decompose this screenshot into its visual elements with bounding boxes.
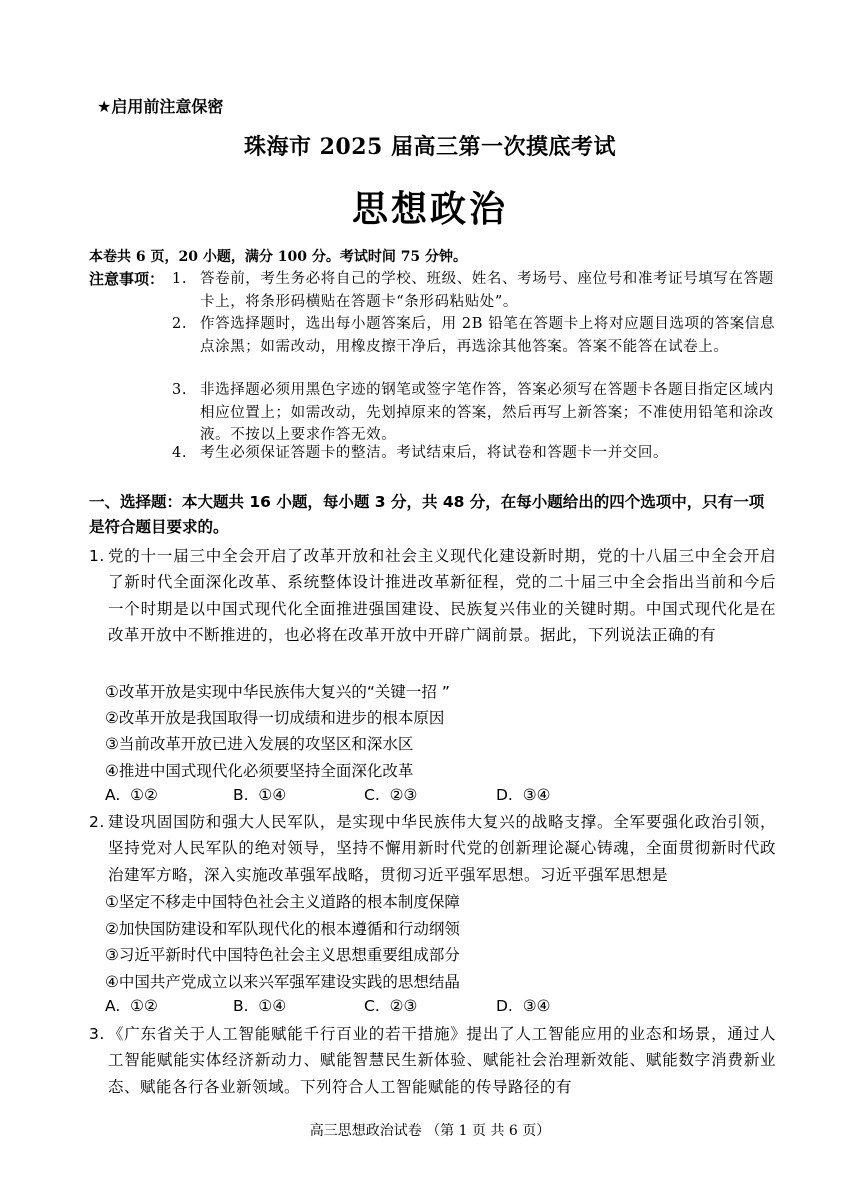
question-number: 3. <box>89 1025 105 1043</box>
choice-a <box>105 786 158 804</box>
statement-option: ②加快国防建设和军队现代化的根本遵循和行动纲领 <box>105 920 460 938</box>
statement-option: ②改革开放是我国取得一切成绩和进步的根本原因 <box>105 709 445 727</box>
choice-b <box>233 786 286 804</box>
note-text: 考生必须保证答题卡的整洁。考试结束后，将试卷和答题卡一并交回。 <box>200 445 669 461</box>
choice-letter: C. <box>364 786 380 804</box>
exam-title: 珠海市 2025 届高三第一次摸底考试 <box>243 134 617 160</box>
note-text: 答卷前，考生务必将自己的学校、班级、姓名、考场号、座位号和准考证号填写在答题卡上，将条形码横贴在答题卡“条形码粘贴处”。 <box>200 271 774 310</box>
choice-value: ①④ <box>258 786 287 804</box>
statement-option: ④中国共产党成立以来兴军强军建设实践的思想结晶 <box>105 973 460 991</box>
choice-value: ①② <box>130 997 158 1015</box>
question-number: 2. <box>89 813 105 831</box>
question-number: 1. <box>89 547 105 565</box>
choice-value: ②③ <box>389 786 418 804</box>
statement-option: ③习近平新时代中国特色社会主义思想重要组成部分 <box>105 946 460 964</box>
note-text: 非选择题必须用黑色字迹的钢笔或签字笔作答，答案必须写在答题卡各题目指定区域内相应位置上；如需改动，先划掉原来的答案，然后再写上新答案；不准使用铅笔和涂改液。不按以上要求作答无效。 <box>200 382 774 443</box>
choice-letter: B. <box>233 786 249 804</box>
choice-letter: D. <box>496 786 513 804</box>
choice-b <box>233 997 286 1015</box>
exam-info-line: 本卷共 6 页，20 小题，满分 100 分。考试时间 75 分钟。 <box>89 249 468 265</box>
question-2 <box>89 809 779 889</box>
question-stem: 党的十一届三中全会开启了改革开放和社会主义现代化建设新时期，党的十八届三中全会开启了新时代全面深化改革、系统整体设计推进改革新征程，党的二十届三中全会指出当前和今后一个时期是以中国式现代化全面推进强国建设、民族复兴伟业的关键时期。中国式现代化是在改革开放中不断推进的，也必将在改革开放中开辟广阔前景。据此，下列说法正确的有 <box>108 547 776 645</box>
choice-value: ③④ <box>522 786 551 804</box>
note-item <box>172 313 792 381</box>
choice-value: ③④ <box>522 997 551 1015</box>
subject-title: 思想政治 <box>351 189 508 230</box>
note-number: 1. <box>172 271 188 287</box>
choice-value: ①② <box>130 786 158 804</box>
choice-letter: A. <box>105 997 121 1015</box>
choice-letter: A. <box>105 786 121 804</box>
statement-option: ③当前改革开放已进入发展的攻坚区和深水区 <box>105 735 414 753</box>
question-3 <box>89 1021 779 1101</box>
notes-label: 注意事项： <box>89 270 165 288</box>
choice-letter: B. <box>233 997 249 1015</box>
note-number: 2. <box>172 316 188 332</box>
choice-d <box>496 786 551 804</box>
choice-value: ①④ <box>258 997 287 1015</box>
statement-option: ④推进中国式现代化必须要坚持全面深化改革 <box>105 762 414 780</box>
choice-letter: C. <box>364 997 380 1015</box>
question-stem: 《广东省关于人工智能赋能千行百业的若干措施》提出了人工智能应用的业态和场景，通过人工智能赋能实体经济新动力、赋能智慧民生新体验、赋能社会治理新效能、赋能数字消费新业态、赋能各行各业新领域。下列符合人工智能赋能的传导路径的有 <box>108 1025 776 1096</box>
choice-letter: D. <box>496 997 513 1015</box>
choice-a <box>105 997 158 1015</box>
statement-option: ①改革开放是实现中华民族伟大复兴的“关键一招 ” <box>105 683 450 701</box>
choice-value: ②③ <box>389 997 418 1015</box>
note-number: 3. <box>172 382 188 398</box>
choice-c <box>364 786 417 804</box>
question-stem: 建设巩固国防和强大人民军队，是实现中华民族伟大复兴的战略支撑。全军要强化政治引领，坚持党对人民军队的绝对领导，坚持不懈用新时代党的创新理论凝心铸魂，全面贯彻新时代政治建军方略，深入实施改革强军战略，贯彻习近平强军思想。习近平强军思想是 <box>108 813 776 884</box>
section-heading: 一、选择题：本大题共 16 小题，每小题 3 分，共 48 分，在每小题给出的四个选项中，只有一项是符合题目要求的。 <box>89 493 765 536</box>
note-text: 作答选择题时，选出每小题答案后，用 2B 铅笔在答题卡上将对应题目选项的答案信息点涂黑；如需改动，用橡皮擦干净后，再选涂其他答案。答案不能答在试卷上。 <box>200 316 776 355</box>
choice-c <box>364 997 417 1015</box>
question-1 <box>89 543 779 675</box>
confidential-mark: ★启用前注意保密 <box>97 97 224 116</box>
note-item <box>172 442 792 466</box>
note-number: 4. <box>172 445 188 461</box>
page-footer: 高三思想政治试卷 （第 1 页 共 6 页） <box>309 1123 551 1139</box>
statement-option: ①坚定不移走中国特色社会主义道路的根本制度保障 <box>105 893 460 911</box>
note-item <box>172 268 792 314</box>
note-item <box>172 379 792 447</box>
choice-d <box>496 997 551 1015</box>
